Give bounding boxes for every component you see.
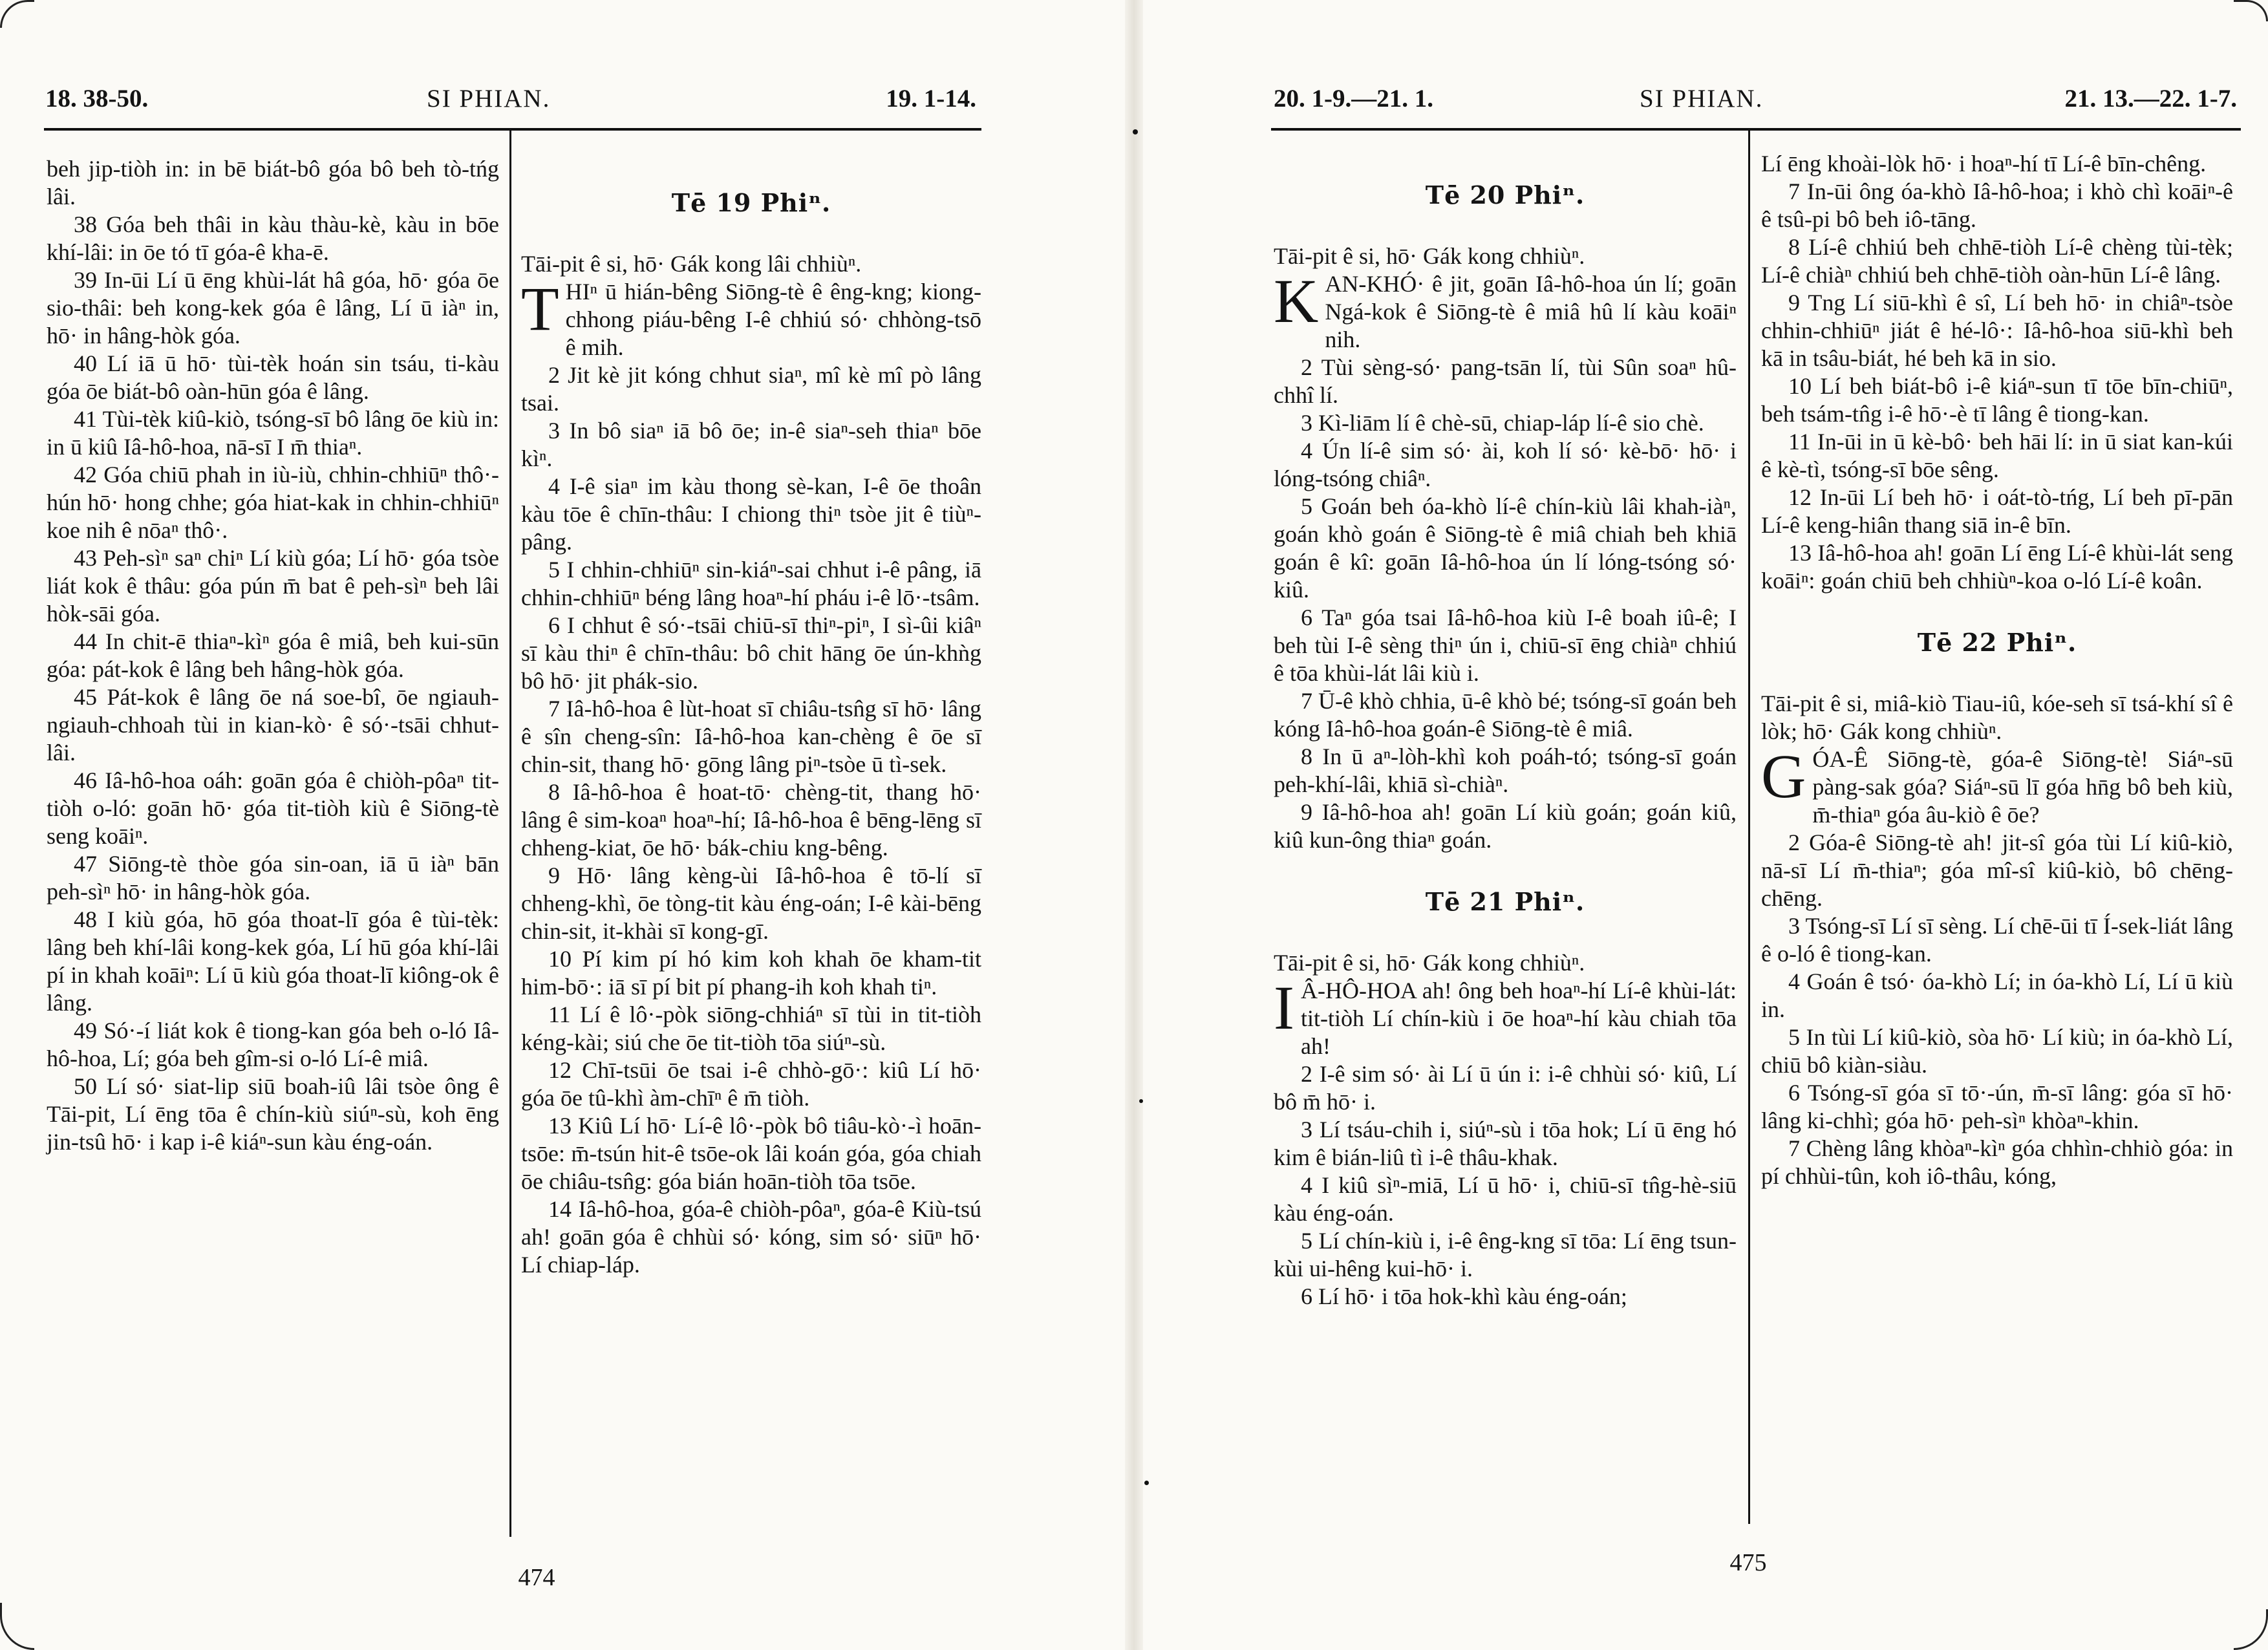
chapter-19-verse-1: THIⁿ ū hián-bêng Siōng-tè ê êng-kng; kiong-chhong piáu-bêng I-ê chhiú só· chhòng-tsō ê mih. xyxy=(521,274,981,360)
verse: 4 Goán ê tsó· óa-khò Lí; in óa-khò Lí, Lí ū kiù in. xyxy=(1761,969,2233,1022)
verse: 6 Tsóng-sī góa sī tō·-ún, m̄-sī lâng: góa sī hō· lâng ki-chhì; góa hō· peh-sìⁿ khòaⁿ-khin. xyxy=(1761,1080,2233,1133)
left-header-title: SI PHIAN. xyxy=(427,85,551,112)
verse: 6 Taⁿ góa tsai Iâ-hô-hoa kiù I-ê boah iû-ê; I beh tùi I-ê sèng thiⁿ ún i, chiū-sī ēng chiàⁿ chhiú ê tōa khùi-lát lâi kiù i. xyxy=(1274,605,1737,686)
chapter-21-superscription: Tāi-pit ê si, hō· Gák kong chhiùⁿ. xyxy=(1274,950,1585,976)
verse: 8 Iâ-hô-hoa ê hoat-tō· chèng-tit, thang hō· lâng ê sim-koaⁿ hoaⁿ-hí; Iâ-hô-hoa ê bēng-lēng sī chheng-kiat, ōe hō· bák-chiu kng-bêng. xyxy=(521,779,981,861)
verse: 4 I kiû sìⁿ-miā, Lí ū hō· i, chiū-sī tn̂g-hè-siū kàu éng-oán. xyxy=(1274,1172,1737,1226)
verse: 3 Tsóng-sī Lí sī sèng. Lí chē-ūi tī Í-sek-liát lâng ê o-ló ê tiong-kan. xyxy=(1761,913,2233,967)
right-column-1 xyxy=(1274,150,1737,1311)
right-header-range-right: 21. 13.—22. 1-7. xyxy=(2064,85,2237,112)
chapter-22-superscription: Tāi-pit ê si, miâ-kiò Tiau-iû, kóe-seh sī tsá-khí sî ê lòk; hō· Gák kong chhiùⁿ. xyxy=(1761,691,2233,744)
left-column-1 xyxy=(47,155,499,1156)
chapter-19-superscription: Tāi-pit ê si, hō· Gák kong lâi chhiùⁿ. xyxy=(521,251,862,277)
left-header-range-right: 19. 1-14. xyxy=(886,85,976,112)
verse: 13 Iâ-hô-hoa ah! goān Lí ēng Lí-ê khùi-lát seng koāiⁿ: goán chiū beh chhiùⁿ-koa o-ló Lí-ê koân. xyxy=(1761,540,2233,594)
verse: 5 In tùi Lí kiû-kiò, sòa hō· Lí kiù; in óa-khò Lí, chiū bô kiàn-siàu. xyxy=(1761,1024,2233,1078)
verse: 14 Iâ-hô-hoa, góa-ê chiòh-pôaⁿ, góa-ê Kiù-tsú ah! goān góa ê chhùi só· kóng, sim só· siūⁿ hō· Lí chiap-láp. xyxy=(521,1196,981,1278)
right-header-range: 20. 1-9.—21. 1. xyxy=(1274,85,1433,112)
verse: 10 Lí beh biát-bô i-ê kiáⁿ-sun tī tōe bīn-chiūⁿ, beh tsám-tn̂g i-ê hō·-è tī lâng ê tiong-kan. xyxy=(1761,373,2233,427)
verse: 6 Lí hō· i tōa hok-khì kàu éng-oán; xyxy=(1301,1283,1627,1309)
verse: 8 Lí-ê chhiú beh chhē-tiòh Lí-ê chèng tùi-tèk; Lí-ê chiàⁿ chhiú beh chhē-tiòh oàn-hūn Lí-ê lâng. xyxy=(1761,234,2233,288)
chapter-22-title: Tē 22 Phiⁿ. xyxy=(1917,628,2077,657)
left-column-2 xyxy=(521,150,981,1279)
chapter-21-verses xyxy=(1274,1060,1737,1311)
verse: 3 Kì-liām lí ê chè-sū, chiap-láp lí-ê sio chè. xyxy=(1301,410,1704,436)
chapter-19-title: Tē 19 Phiⁿ. xyxy=(671,188,831,217)
verse: 7 In-ūi ông óa-khò Iâ-hô-hoa; i khò chì koāiⁿ-ê ê tsû-pi bô beh iô-tāng. xyxy=(1761,178,2233,232)
verse: 43 Peh-sìⁿ saⁿ chiⁿ Lí kiù góa; Lí hō· góa tsòe liát kok ê thâu: góa pún m̄ bat ê peh-sìⁿ beh lâi hòk-sāi góa. xyxy=(47,545,499,627)
verse: 5 Lí chín-kiù i, i-ê êng-kng sī tōa: Lí ēng tsun-kùi ui-hêng kui-hō· i. xyxy=(1274,1228,1737,1281)
verse: 7 Iâ-hô-hoa ê lùt-hoat sī chiâu-tsn̂g sī hō· lâng ê sîn cheng-sîn: Iâ-hô-hoa kan-chèng ê ōe sī chin-sit, thang hō· gōng lâng piⁿ-tsòe ū tì-sek. xyxy=(521,696,981,777)
verse: 11 Lí ê lô·-pòk siōng-chhiáⁿ sī tùi in tit-tiòh kéng-kài; siú che ōe tit-tiòh tōa siúⁿ-sù. xyxy=(521,1002,981,1055)
verse: 2 I-ê sim só· ài Lí ū ún i: i-ê chhùi só· kiû, Lí bô m̄ hō· i. xyxy=(1274,1061,1737,1115)
verse: 45 Pát-kok ê lâng ōe ná soe-bî, ōe ngiauh-ngiauh-chhoah tùi in kian-kò· ê só·-tsāi chhut-lâi. xyxy=(47,684,499,766)
verse: 12 In-ūi Lí beh hō· i oát-tò-tńg, Lí beh pī-pān Lí-ê keng-hiân thang siā in-ê bīn. xyxy=(1761,484,2233,538)
verse: 11 In-ūi in ū kè-bô· beh hāi lí: in ū siat kan-kúi ê kè-tì, tsóng-sī bōe sêng. xyxy=(1761,429,2233,482)
verse: 48 I kiù góa, hō góa thoat-lī góa ê tùi-tèk: lâng beh khí-lâi kong-kek góa, Lí hū góa khí-lâi pí in khah koāiⁿ: Lí ū kiù góa thoat-lī kiông-ok ê lâng. xyxy=(47,906,499,1016)
chapter-20-verse-1: KAN-KHÓ· ê jit, goān Iâ-hô-hoa ún lí; goān Ngá-kok ê Siōng-tè ê miâ hû lí kàu koāiⁿ nih. xyxy=(1274,266,1737,352)
ink-speck xyxy=(1133,129,1138,134)
right-page-header xyxy=(1274,84,2237,123)
dropcap-letter: I xyxy=(1274,973,1294,1042)
verse: 12 Chī-tsūi ōe tsai i-ê chhò-gō·: kiû Lí hō· góa ōe tû-khì àm-chīⁿ ê m̄ tiòh. xyxy=(521,1057,981,1111)
verse: 7 Ū-ê khò chhia, ū-ê khò bé; tsóng-sī goán beh kóng Iâ-hô-hoa goán-ê Siōng-tè ê miâ. xyxy=(1274,688,1737,742)
verse: 5 I chhin-chhiūⁿ sin-kiáⁿ-sai chhut i-ê pâng, iā chhin-chhiūⁿ béng lâng hoaⁿ-hí pháu i-ê lō·-tsâm. xyxy=(521,557,981,610)
verse: 7 Chèng lâng khòaⁿ-kìⁿ góa chhìn-chhiò góa: in pí chhùi-tûn, koh iô-thâu, kóng, xyxy=(1761,1135,2233,1189)
verse: 5 Goán beh óa-khò lí-ê chín-kiù lâi khah-iàⁿ, goán khò goán ê Siōng-tè ê miâ chiah beh khiā goán ê kî: goān Iâ-hô-hoa ún lí lóng-tsóng só· kiû. xyxy=(1274,493,1737,603)
verse: 2 Jit kè jit kóng chhut siaⁿ, mî kè mî pò lâng tsai. xyxy=(521,362,981,416)
verse: 13 Kiû Lí hō· Lí-ê lô·-pòk bô tiâu-kò·-ì hoān-tsōe: m̄-tsún hit-ê tsōe-ok lâi koán góa, góa chiah ōe chiâu-tsn̂g: góa bián hoān-tiòh tōa tsōe. xyxy=(521,1113,981,1194)
right-page xyxy=(1134,0,2268,1650)
verse: 46 Iâ-hô-hoa oáh: goān góa ê chiòh-pôaⁿ tit-tiòh o-ló: goān hō· góa tit-tiòh kiù ê Siōng-tè seng koāiⁿ. xyxy=(47,767,499,849)
chapter-22-verse-1: GÓA-Ê Siōng-tè, góa-ê Siōng-tè! Siáⁿ-sū pàng-sak góa? Siáⁿ-sū lī góa hn̄g bô beh kiù, m̄-thiaⁿ góa âu-kiò ê ōe? xyxy=(1761,742,2233,828)
dropcap-letter: T xyxy=(521,274,559,343)
verse: 6 I chhut ê só·-tsāi chiū-sī thiⁿ-piⁿ, I sì-ûi kiâⁿ sī kàu thiⁿ ê chīn-thâu: bô chit hāng ōe ún-khǹg bô hō· jit phák-sio. xyxy=(521,612,981,694)
verse: 47 Siōng-tè thòe góa sin-oan, iā ū iàⁿ bān peh-sìⁿ hō· in hâng-hòk góa. xyxy=(47,851,499,905)
ink-speck xyxy=(1139,1099,1143,1103)
chapter-20-superscription: Tāi-pit ê si, hō· Gák kong chhiùⁿ. xyxy=(1274,243,1585,269)
verse: 39 In-ūi Lí ū ēng khùi-lát hâ góa, hō· góa ōe sio-thâi: beh kong-kek góa ê lâng, Lí ū iàⁿ in, hō· in hâng-hòk góa. xyxy=(47,267,499,348)
left-header-rule xyxy=(44,128,981,131)
verse: 38 Góa beh thâi in kàu thàu-kè, kàu in bōe khí-lâi: in ōe tó tī góa-ê kha-ē. xyxy=(47,211,499,265)
ink-speck xyxy=(1144,1481,1149,1485)
verse: 44 In chit-ē thiaⁿ-kìⁿ góa ê miâ, beh kui-sūn góa: pát-kok ê lâng beh hâng-hòk góa. xyxy=(47,628,499,682)
verse: 3 In bô siaⁿ iā bô ōe; in-ê siaⁿ-seh thiaⁿ bōe kìⁿ. xyxy=(521,418,981,471)
chapter-21-verse-1: I Â-HÔ-HOA ah! ông beh hoaⁿ-hí Lí-ê khùi-lát: tit-tiòh Lí chín-kiù i ōe hoaⁿ-hí kàu chiah tōa ah! xyxy=(1274,973,1737,1059)
verse: 49 Só·-í liát kok ê tiong-kan góa beh o-ló Iâ-hô-hoa, Lí; góa beh gîm-si o-ló Lí-ê miâ. xyxy=(47,1018,499,1071)
left-page-header xyxy=(45,84,976,123)
page-number-right: 475 xyxy=(1729,1549,1767,1576)
page-number-left: 474 xyxy=(518,1564,555,1591)
dropcap-letter: K xyxy=(1274,266,1319,336)
verse: 9 Iâ-hô-hoa ah! goān Lí kiù goán; goán kiû, kiû kun-ông thiaⁿ goán. xyxy=(1274,799,1737,853)
chapter-21-title: Tē 21 Phiⁿ. xyxy=(1425,887,1585,916)
chapter-19-verses xyxy=(521,361,981,1279)
verse: 50 Lí só· siat-lip siū boah-iû lâi tsòe ông ê Tāi-pit, Lí ēng tōa ê chín-kiù siúⁿ-sù, koh ēng jin-tsû hō· i kap i-ê kiáⁿ-sun kàu éng-oán. xyxy=(47,1073,499,1155)
right-header-title: SI PHIAN. xyxy=(1640,85,1764,112)
dropcap-letter: G xyxy=(1761,742,1806,811)
right-column-2 xyxy=(1761,150,2233,1190)
chapter-20-verses xyxy=(1274,354,1737,854)
verse: 8 In ū aⁿ-lòh-khì koh poáh-tó; tsóng-sī goán peh-khí-lâi, khiā sì-chiàⁿ. xyxy=(1274,744,1737,797)
verse: 10 Pí kim pí hó kim koh khah ōe kham-tit him-bō·: iā sī pí bit pí phang-ih koh khah tiⁿ. xyxy=(521,946,981,1000)
verse: 9 Tng Lí siū-khì ê sî, Lí beh hō· in chiâⁿ-tsòe chhin-chhiūⁿ jiát ê hé-lô·: Iâ-hô-hoa siū-khì beh kā in tsâu-biát, hé beh kā in sio. xyxy=(1761,290,2233,371)
chapter-22-verses xyxy=(1761,829,2233,1190)
verse: 2 Tùi sèng-só· pang-tsān lí, tùi Sûn soaⁿ hû-chhî lí. xyxy=(1274,354,1737,408)
left-column-divider xyxy=(509,131,511,1537)
verse: 42 Góa chiū phah in iù-iù, chhin-chhiūⁿ thô·-hún hō· hong chhe; góa hiat-kak in chhin-chhiūⁿ koe nih ê nōaⁿ thô·. xyxy=(47,462,499,543)
verse: 4 I-ê siaⁿ im kàu thong sè-kan, I-ê ōe thoân kàu tōe ê chīn-thâu: I chiong thiⁿ tsòe jit ê tiùⁿ-pâng. xyxy=(521,473,981,555)
verse: 40 Lí iā ū hō· tùi-tèk hoán sin tsáu, ti-kàu góa ōe biát-bô oàn-hūn góa ê lâng. xyxy=(47,350,499,404)
chapter-21-continued xyxy=(1761,150,2233,595)
verse: 2 Góa-ê Siōng-tè ah! jit-sî góa tùi Lí kiû-kiò, nā-sī Lí m̄-thiaⁿ; góa mî-sî kiû-kiò, bô chēng-chēng. xyxy=(1761,830,2233,911)
right-header-rule xyxy=(1271,128,2241,131)
verse: beh jip-tiòh in: in bē biát-bô góa bô beh tò-tńg lâi. xyxy=(47,156,499,209)
verse: 4 Ún lí-ê sim só· ài, koh lí só· kè-bō· hō· i lóng-tsóng chiâⁿ. xyxy=(1274,438,1737,491)
verse: 9 Hō· lâng kèng-ùi Iâ-hô-hoa ê tō-lí sī chheng-khì, ōe tòng-tit kàu éng-oán; I-ê kài-bēng chin-sit, it-khài sī kong-gī. xyxy=(521,862,981,944)
verse: 41 Tùi-tèk kiû-kiò, tsóng-sī bô lâng ōe kiù in: in ū kiû Iâ-hô-hoa, nā-sī I m̄ thiaⁿ. xyxy=(47,406,499,460)
left-header-range: 18. 38-50. xyxy=(45,85,149,112)
verse: 3 Lí tsáu-chih i, siúⁿ-sù i tōa hok; Lí ū ēng hó kim ê bián-liû tì i-ê thâu-khak. xyxy=(1274,1117,1737,1170)
chapter-20-title: Tē 20 Phiⁿ. xyxy=(1425,180,1585,209)
right-column-divider xyxy=(1748,131,1750,1524)
verse: Lí ēng khoài-lòk hō· i hoaⁿ-hí tī Lí-ê bīn-chêng. xyxy=(1761,151,2207,177)
